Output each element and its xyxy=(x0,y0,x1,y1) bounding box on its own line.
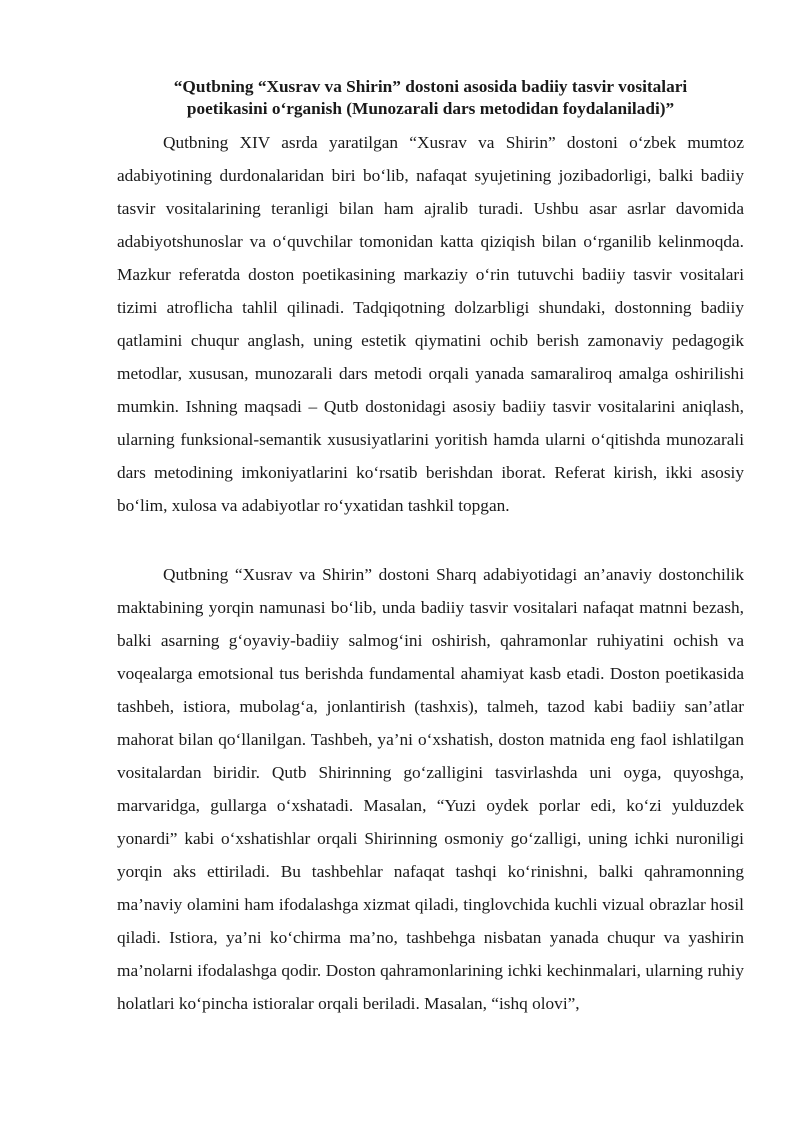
paragraph-introduction: Qutbning XIV asrda yaratilgan “Xusrav va Shirin” dostoni o‘zbek mumtoz adabiyotining durdonalaridan biri bo‘lib, nafaqat syujetining jozibadorligi, balki badiiy tasvir vositalarining teranligi bilan ham ajralib turadi. Ushbu asar asrlar davomida adabiyotshunoslar va o‘quvchilar tomonidan katta qiziqish bilan o‘rganilib kelinmoqda. Mazkur referatda doston poetikasining markaziy o‘rin tutuvchi badiiy tasvir vositalari tizimi atroflicha tahlil qilinadi. Tadqiqotning dolzarbligi shundaki, dostonning badiiy qatlamini chuqur anglash, uning estetik qiymatini ochib berish zamonaviy pedagogik metodlar, xususan, munozarali dars metodi orqali yanada samaraliroq amalga oshirilishi mumkin. Ishning maqsadi – Qutb dostonidagi asosiy badiiy tasvir vositalarini aniqlash, ularning funksional-semantik xususiyatlarini yoritish hamda ularni o‘qitishda munozarali dars metodining imkoniyatlarini ko‘rsatib berishdan iborat. Referat kirish, ikki asosiy bo‘lim, xulosa va adabiyotlar ro‘yxatidan tashkil topgan. xyxy=(117,133,744,515)
document-title xyxy=(117,76,744,120)
title-line-1: “Qutbning “Xusrav va Shirin” dostoni asosida badiiy tasvir vositalari xyxy=(173,77,688,96)
paragraph-body: Qutbning “Xusrav va Shirin” dostoni Sharq adabiyotidagi an’anaviy dostonchilik maktabining yorqin namunasi bo‘lib, unda badiiy tasvir vositalari nafaqat matnni bezash, balki asarning g‘oyaviy-badiiy salmog‘ini oshirish, qahramonlar ruhiyatini ochish va voqealarga emotsional tus berishda fundamental ahamiyat kasb etadi. Doston poetikasida tashbeh, istiora, mubolag‘a, jonlantirish (tashxis), talmeh, tazod kabi badiiy san’atlar mahorat bilan qo‘llanilgan. Tashbeh, ya’ni o‘xshatish, doston matnida eng faol ishlatilgan vositalardan biridir. Qutb Shirinning go‘zalligini tasvirlashda uni oyga, quyoshga, marvaridga, gullarga o‘xshatadi. Masalan, “Yuzi oydek porlar edi, ko‘zi yulduzdek yonardi” kabi o‘xshatishlar orqali Shirinning osmoniy go‘zalligi, uning ichki nuroniligi yorqin aks ettiriladi. Bu tashbehlar nafaqat tashqi ko‘rinishni, balki qahramonning ma’naviy olamini ham ifodalashga xizmat qiladi, tinglovchida kuchli vizual obrazlar hosil qiladi. Istiora, ya’ni ko‘chirma ma’no, tashbehga nisbatan yanada chuqur va yashirin ma’nolarni ifodalashga qodir. Doston qahramonlarining ichki kechinmalari, ularning ruhiy holatlari ko‘pincha istioralar orqali beriladi. Masalan, “ishq olovi”, xyxy=(117,565,744,1013)
title-line-2: poetikasini o‘rganish (Munozarali dars metodidan foydalaniladi)” xyxy=(186,99,675,118)
